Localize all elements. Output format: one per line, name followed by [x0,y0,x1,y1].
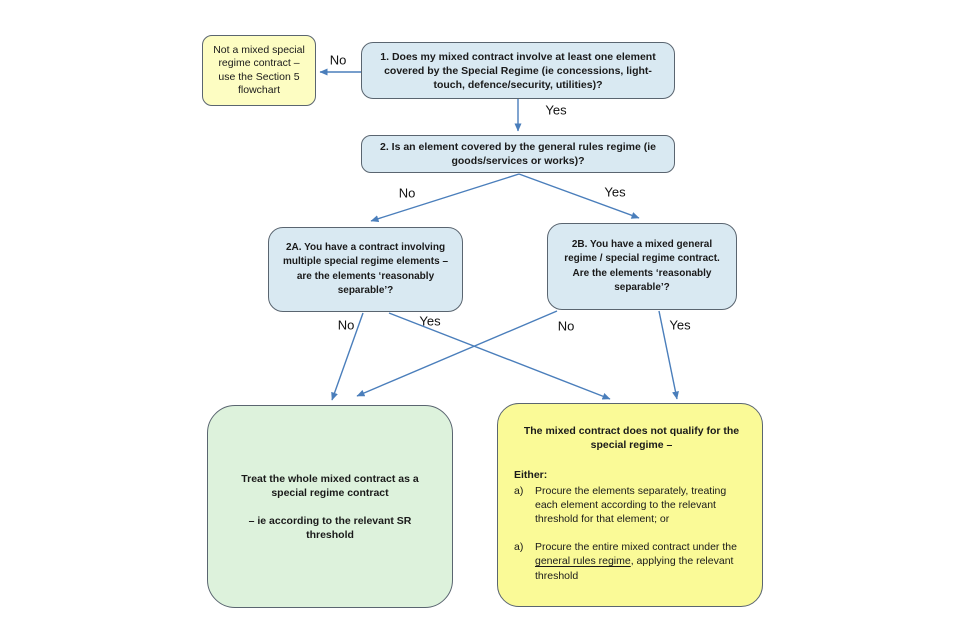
node-not-mixed-special-regime [202,35,316,106]
node-question-2b-text: 2B. You have a mixed general regime / special regime contract. Are the elements ‘reasonably separable’? [564,238,720,293]
item-1-text: Procure the elements separately, treating each element according to the relevant threshold for that element; or [535,484,727,526]
node-question-2 [361,135,675,173]
yellow-node-either-label: Either: [514,469,548,482]
edge-label-q2-no: No [398,185,416,201]
edge-label-q1-yes: Yes [545,102,567,118]
node-does-not-qualify [497,403,763,607]
green-node-line1: Treat the whole mixed contract as a special regime contract [241,472,419,499]
node-question-1 [361,42,675,99]
edge-label-q2b-yes: Yes [669,317,691,333]
item-2-text: Procure the entire mixed contract under the general rules regime, applying the relevant threshold [535,541,737,582]
edge-label-q2a-yes: Yes [419,313,441,329]
yellow-node-heading: The mixed contract does not qualify for the special regime – [523,425,740,452]
edge-label-q2a-no: No [337,317,355,333]
node-treat-as-special-regime [207,405,453,608]
green-node-line2: – ie according to the relevant SR threshold [248,514,412,541]
node-question-2a-text: 2A. You have a contract involving multiple special regime elements – are the elements ‘reasonably separable’? [282,241,449,296]
underlined-general-rules-regime: general rules regime [535,555,631,568]
yellow-node-item-1 [514,484,749,527]
edge-label-q2-yes: Yes [604,184,626,200]
node-question-2b [547,223,737,310]
item-2-marker: a) [514,541,524,554]
node-question-2a [268,227,463,312]
item-1-marker: a) [514,484,524,497]
edge-label-q2b-no: No [557,318,575,334]
node-question-2-text: 2. Is an element covered by the general rules regime (ie goods/services or works)? [379,141,657,167]
arrow-q2b-no [357,311,557,396]
yellow-node-item-2 [514,540,749,583]
arrow-q2-no [371,174,519,221]
node-not-mixed-text: Not a mixed special regime contract – use the Section 5 flowchart [213,44,305,96]
node-question-1-text: 1. Does my mixed contract involve at least one element covered by the Special Regime (ie concessions, light-touch, defence/security, utilities)? [380,50,656,91]
edge-label-q1-no: No [329,52,347,68]
